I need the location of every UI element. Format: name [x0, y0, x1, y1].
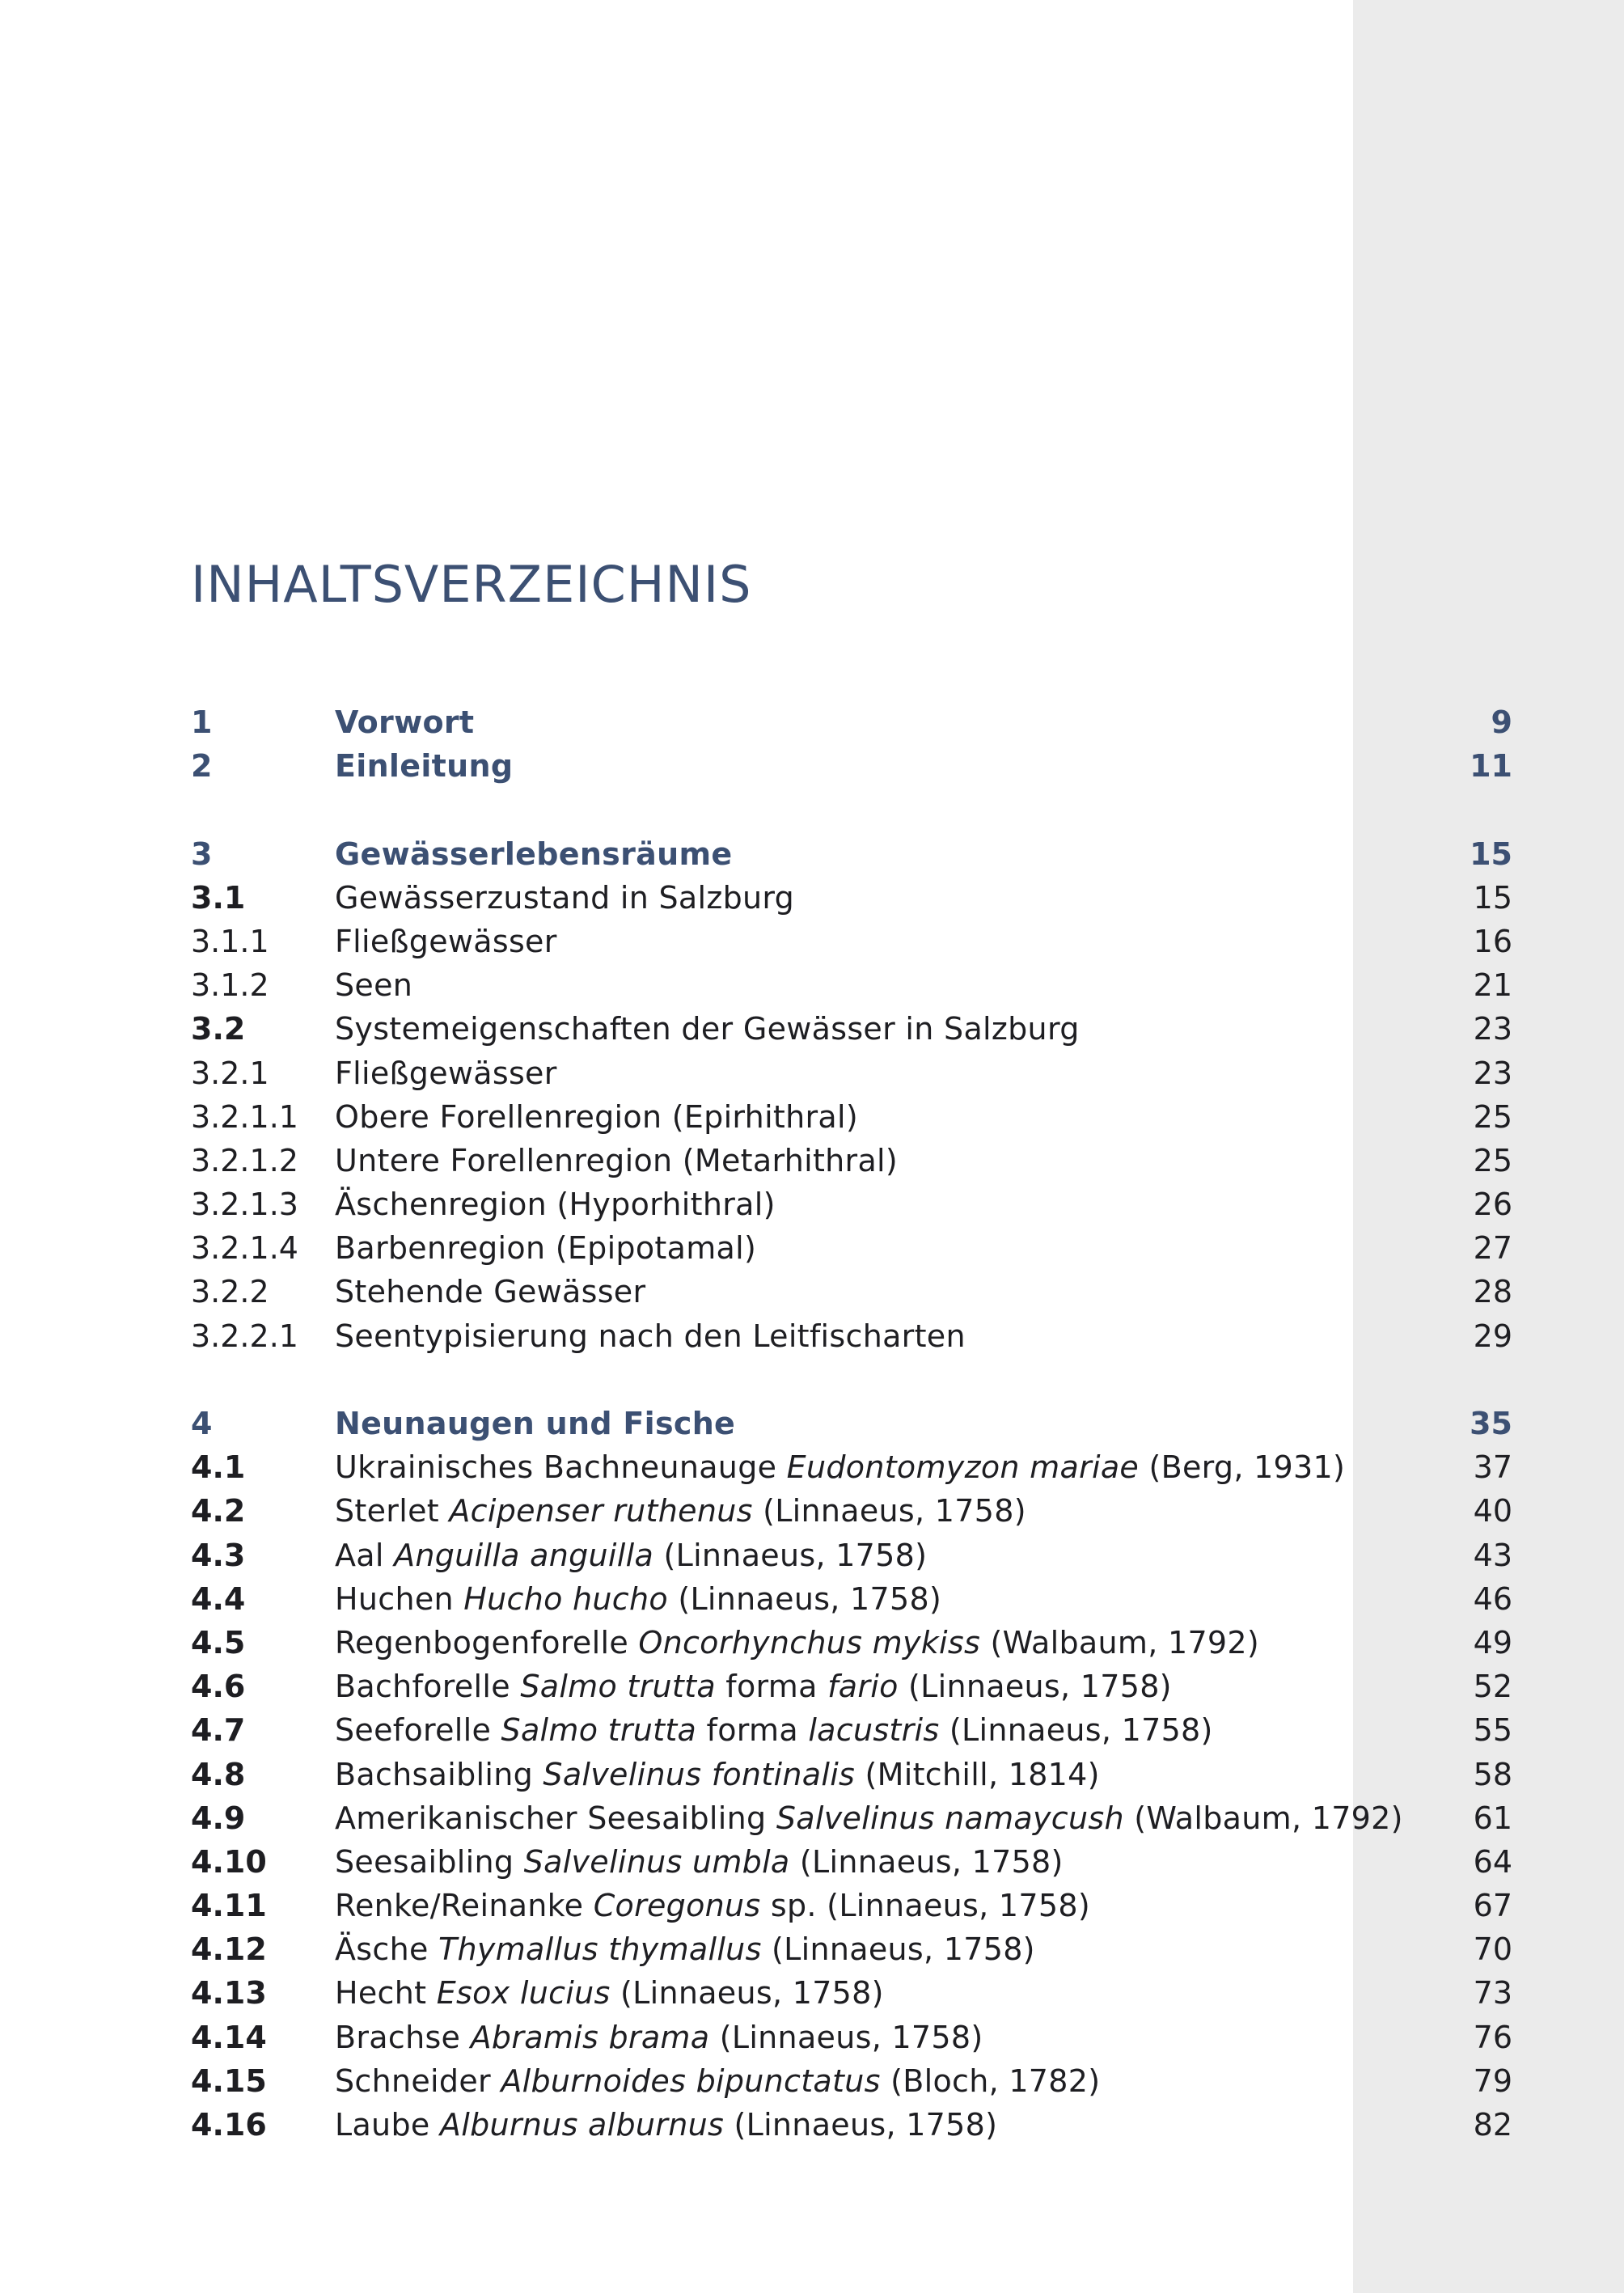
- toc-entry[interactable]: [191, 1314, 1512, 1358]
- toc-entry-title: [335, 1884, 1090, 1927]
- toc-entry-page-number: 82: [1473, 2107, 1512, 2143]
- toc-entry[interactable]: [191, 1708, 1512, 1752]
- toc-entry[interactable]: [191, 1796, 1512, 1840]
- scientific-name: Thymallus thymallus: [438, 1931, 762, 1968]
- toc-title-text: (Mitchill, 1814): [855, 1756, 1100, 1792]
- toc-title-text: Brachse: [335, 2019, 471, 2055]
- toc-entry-page-number: 76: [1473, 2019, 1512, 2055]
- scientific-name: Coregonus: [593, 1888, 761, 1924]
- toc-entry[interactable]: [191, 1007, 1512, 1051]
- toc-entry-page-number: 25: [1473, 1098, 1512, 1135]
- toc-title-text: Aal: [335, 1537, 395, 1573]
- toc-entry[interactable]: [191, 1884, 1512, 1927]
- page-title: INHALTSVERZEICHNIS: [191, 555, 752, 614]
- toc-entry-number: 3.2.1.2: [191, 1142, 298, 1178]
- toc-entry-title: [335, 1051, 557, 1095]
- toc-entry-number: 4: [191, 1406, 213, 1441]
- toc-entry[interactable]: [191, 1445, 1512, 1489]
- toc-entry[interactable]: [191, 1402, 1512, 1445]
- toc-entry-page-number: 73: [1473, 1975, 1512, 2012]
- toc-title-text: Bachsaibling: [335, 1756, 543, 1792]
- toc-title-text: Schneider: [335, 2062, 501, 2099]
- toc-entry-number: 4.5: [191, 1624, 246, 1661]
- toc-entry-title: [335, 2059, 1100, 2103]
- toc-entry-page-number: 27: [1473, 1230, 1512, 1267]
- toc-entry-number: 4.10: [191, 1843, 267, 1880]
- toc-entry-number: 3.2.1.4: [191, 1230, 298, 1267]
- toc-entry-title: [335, 1927, 1035, 1971]
- toc-entry-title: [335, 700, 474, 744]
- toc-title-text: Huchen: [335, 1580, 464, 1617]
- scientific-name: Eudontomyzon mariae: [786, 1449, 1140, 1486]
- toc-entry-page-number: 79: [1473, 2062, 1512, 2099]
- toc-entry[interactable]: [191, 2059, 1512, 2103]
- toc-entry-number: 4.13: [191, 1975, 267, 2012]
- toc-title-text: Gewässerzustand in Salzburg: [335, 879, 795, 916]
- toc-entry-page-number: 70: [1473, 1931, 1512, 1968]
- toc-entry[interactable]: [191, 1577, 1512, 1621]
- toc-entry-page-number: 29: [1473, 1318, 1512, 1354]
- toc-title-text: Stehende Gewässer: [335, 1274, 646, 1310]
- toc-entry-title: [335, 963, 412, 1007]
- scientific-name: Alburnoides bipunctatus: [501, 2062, 881, 2099]
- toc-entry-page-number: 28: [1473, 1274, 1512, 1310]
- toc-title-text: (Linnaeus, 1758): [709, 2019, 983, 2055]
- toc-entry-number: 4.2: [191, 1493, 246, 1529]
- toc-entry[interactable]: [191, 1182, 1512, 1226]
- scientific-name: Anguilla anguilla: [394, 1537, 654, 1573]
- toc-title-text: Seeforelle: [335, 1712, 501, 1749]
- toc-title-text: Vorwort: [335, 704, 475, 740]
- toc-entry[interactable]: [191, 876, 1512, 920]
- toc-title-text: Neunaugen und Fische: [335, 1406, 736, 1441]
- toc-entry-number: 4.6: [191, 1669, 246, 1705]
- toc-title-text: (Linnaeus, 1758): [789, 1843, 1064, 1880]
- toc-title-text: Gewässerlebensräume: [335, 836, 733, 872]
- toc-title-text: Einleitung: [335, 748, 514, 785]
- scientific-name: Oncorhynchus mykiss: [638, 1624, 981, 1661]
- toc-title-text: Fließgewässer: [335, 1055, 557, 1091]
- toc-entry-number: 4.3: [191, 1537, 246, 1573]
- toc-entry-title: [335, 832, 732, 876]
- toc-entry-number: 4.12: [191, 1931, 267, 1968]
- toc-title-text: Ukrainisches Bachneunauge: [335, 1449, 787, 1486]
- toc-entry-number: 3.2.1.1: [191, 1098, 298, 1135]
- toc-entry-title: [335, 1402, 735, 1445]
- toc-entry-number: 4.4: [191, 1580, 246, 1617]
- toc-entry-title: [335, 1095, 858, 1139]
- toc-entry-number: 3.2.2.1: [191, 1318, 298, 1354]
- toc-entry[interactable]: [191, 1095, 1512, 1139]
- toc-entry-number: 2: [191, 748, 213, 785]
- toc-entry-page-number: 16: [1473, 923, 1512, 959]
- toc-entry-number: 4.9: [191, 1800, 246, 1836]
- toc-title-text: Seen: [335, 967, 413, 1004]
- toc-entry-number: 3.2.1.3: [191, 1187, 298, 1223]
- toc-entry[interactable]: [191, 1621, 1512, 1665]
- scientific-name: Salmo trutta: [501, 1712, 697, 1749]
- toc-entry-page-number: 37: [1473, 1449, 1512, 1486]
- toc-entry[interactable]: [191, 1270, 1512, 1314]
- toc-entry-title: [335, 1489, 1026, 1533]
- toc-title-text: (Linnaeus, 1758): [939, 1712, 1213, 1749]
- toc-title-text: (Walbaum, 1792): [980, 1624, 1259, 1661]
- toc-entry-number: 4.8: [191, 1756, 246, 1792]
- scientific-name: Esox lucius: [436, 1975, 611, 2012]
- toc-entry-number: 3.1.1: [191, 923, 269, 959]
- scientific-name: Salvelinus umbla: [523, 1843, 790, 1880]
- toc-entry-title: [335, 1314, 966, 1358]
- toc-entry-number: 4.1: [191, 1449, 246, 1486]
- toc-title-text: Regenbogenforelle: [335, 1624, 639, 1661]
- table-of-contents: [191, 700, 1512, 2147]
- toc-title-text: Äschenregion (Hyporhithral): [335, 1187, 776, 1223]
- toc-title-text: Barbenregion (Epipotamal): [335, 1230, 757, 1267]
- toc-entry[interactable]: [191, 1139, 1512, 1182]
- toc-entry[interactable]: [191, 1051, 1512, 1095]
- toc-entry[interactable]: [191, 2103, 1512, 2147]
- toc-entry-title: [335, 1621, 1259, 1665]
- toc-entry[interactable]: [191, 744, 1512, 788]
- toc-title-text: Fließgewässer: [335, 923, 557, 959]
- toc-title-text: Obere Forellenregion (Epirhithral): [335, 1098, 858, 1135]
- toc-title-text: (Linnaeus, 1758): [667, 1580, 942, 1617]
- toc-entry-number: 3.1: [191, 879, 246, 916]
- toc-entry-page-number: 40: [1473, 1493, 1512, 1529]
- toc-entry-title: [335, 1534, 927, 1577]
- toc-entry-page-number: 23: [1473, 1055, 1512, 1091]
- scientific-name: Salvelinus fontinalis: [543, 1756, 856, 1792]
- toc-entry-page-number: 35: [1470, 1406, 1512, 1441]
- toc-title-text: Systemeigenschaften der Gewässer in Salzburg: [335, 1011, 1080, 1047]
- toc-entry-title: [335, 1007, 1080, 1051]
- toc-title-text: (Linnaeus, 1758): [898, 1669, 1172, 1705]
- toc-entry-title: [335, 1577, 941, 1621]
- toc-title-text: Amerikanischer Seesaibling: [335, 1800, 776, 1836]
- toc-title-text: (Bloch, 1782): [880, 2062, 1101, 2099]
- scientific-name: Salvelinus namaycush: [776, 1800, 1124, 1836]
- toc-entry[interactable]: [191, 1927, 1512, 1971]
- toc-entry-number: 4.14: [191, 2019, 267, 2055]
- scientific-name: Salmo trutta: [520, 1669, 716, 1705]
- scientific-name: Acipenser ruthenus: [449, 1493, 753, 1529]
- toc-title-text: (Linnaeus, 1758): [610, 1975, 884, 2012]
- toc-title-text: Sterlet: [335, 1493, 450, 1529]
- toc-entry[interactable]: [191, 963, 1512, 1007]
- toc-entry-page-number: 58: [1473, 1756, 1512, 1792]
- toc-title-text: (Linnaeus, 1758): [724, 2107, 998, 2143]
- toc-entry-number: 4.16: [191, 2107, 267, 2143]
- toc-entry-number: 4.7: [191, 1712, 246, 1749]
- toc-title-text: Seesaibling: [335, 1843, 524, 1880]
- toc-title-text: (Linnaeus, 1758): [761, 1931, 1035, 1968]
- scientific-name: lacustris: [808, 1712, 940, 1749]
- toc-entry-page-number: 25: [1473, 1142, 1512, 1178]
- toc-entry-page-number: 61: [1473, 1800, 1512, 1836]
- toc-entry-number: 3.2.1: [191, 1055, 269, 1091]
- toc-entry-page-number: 52: [1473, 1669, 1512, 1705]
- toc-title-text: forma: [715, 1669, 828, 1705]
- toc-entry-page-number: 43: [1473, 1537, 1512, 1573]
- toc-entry-title: [335, 1796, 1403, 1840]
- toc-title-text: Äsche: [335, 1931, 439, 1968]
- toc-title-text: forma: [696, 1712, 809, 1749]
- toc-entry-page-number: 21: [1473, 967, 1512, 1004]
- toc-entry-page-number: 64: [1473, 1843, 1512, 1880]
- toc-entry-number: 3.1.2: [191, 967, 269, 1004]
- toc-entry-title: [335, 1753, 1100, 1796]
- toc-entry[interactable]: [191, 1840, 1512, 1884]
- toc-title-text: Bachforelle: [335, 1669, 521, 1705]
- toc-title-text: Seentypisierung nach den Leitfischarten: [335, 1318, 966, 1354]
- toc-entry[interactable]: [191, 1226, 1512, 1270]
- toc-entry-page-number: 11: [1470, 748, 1512, 785]
- toc-entry-page-number: 9: [1491, 704, 1512, 740]
- toc-entry-title: [335, 2103, 997, 2147]
- toc-title-text: (Linnaeus, 1758): [653, 1537, 928, 1573]
- toc-title-text: Hecht: [335, 1975, 437, 2012]
- toc-entry[interactable]: [191, 2016, 1512, 2059]
- toc-entry-number: 4.11: [191, 1888, 267, 1924]
- toc-entry[interactable]: [191, 1489, 1512, 1533]
- toc-entry-page-number: 15: [1473, 879, 1512, 916]
- toc-entry-title: [335, 1270, 645, 1314]
- toc-entry[interactable]: [191, 920, 1512, 963]
- toc-title-text: Laube: [335, 2107, 440, 2143]
- toc-entry[interactable]: [191, 1753, 1512, 1796]
- toc-entry-page-number: 67: [1473, 1888, 1512, 1924]
- toc-title-text: Renke/Reinanke: [335, 1888, 594, 1924]
- toc-entry[interactable]: [191, 1665, 1512, 1708]
- toc-entry-title: [335, 920, 557, 963]
- toc-entry[interactable]: [191, 832, 1512, 876]
- toc-entry-page-number: 23: [1473, 1011, 1512, 1047]
- toc-entry-number: 4.15: [191, 2062, 267, 2099]
- toc-title-text: Untere Forellenregion (Metarhithral): [335, 1142, 899, 1178]
- toc-entry[interactable]: [191, 1534, 1512, 1577]
- toc-entry-page-number: 46: [1473, 1580, 1512, 1617]
- toc-entry[interactable]: [191, 700, 1512, 744]
- toc-entry-title: [335, 1139, 898, 1182]
- toc-entry-title: [335, 1226, 756, 1270]
- toc-entry-page-number: 55: [1473, 1712, 1512, 1749]
- scientific-name: Hucho hucho: [463, 1580, 668, 1617]
- toc-entry-page-number: 15: [1470, 836, 1512, 872]
- toc-entry-title: [335, 876, 794, 920]
- scientific-name: fario: [827, 1669, 899, 1705]
- toc-entry-title: [335, 1665, 1172, 1708]
- toc-entry-title: [335, 1708, 1213, 1752]
- toc-entry-number: 3.2.2: [191, 1274, 269, 1310]
- toc-title-text: sp. (Linnaeus, 1758): [760, 1888, 1090, 1924]
- toc-entry-number: 3.2: [191, 1011, 246, 1047]
- toc-entry-title: [335, 1840, 1064, 1884]
- scientific-name: Alburnus alburnus: [439, 2107, 725, 2143]
- toc-entry-title: [335, 2016, 983, 2059]
- toc-entry-page-number: 49: [1473, 1624, 1512, 1661]
- toc-title-text: (Linnaeus, 1758): [752, 1493, 1026, 1529]
- toc-entry-title: [335, 1182, 776, 1226]
- toc-entry-page-number: 26: [1473, 1187, 1512, 1223]
- toc-entry-number: 3: [191, 836, 213, 872]
- toc-title-text: (Walbaum, 1792): [1123, 1800, 1403, 1836]
- toc-entry-title: [335, 1971, 884, 2015]
- toc-entry-title: [335, 744, 513, 788]
- toc-title-text: (Berg, 1931): [1139, 1449, 1346, 1486]
- toc-entry[interactable]: [191, 1971, 1512, 2015]
- toc-entry-title: [335, 1445, 1345, 1489]
- scientific-name: Abramis brama: [470, 2019, 710, 2055]
- toc-entry-number: 1: [191, 704, 213, 740]
